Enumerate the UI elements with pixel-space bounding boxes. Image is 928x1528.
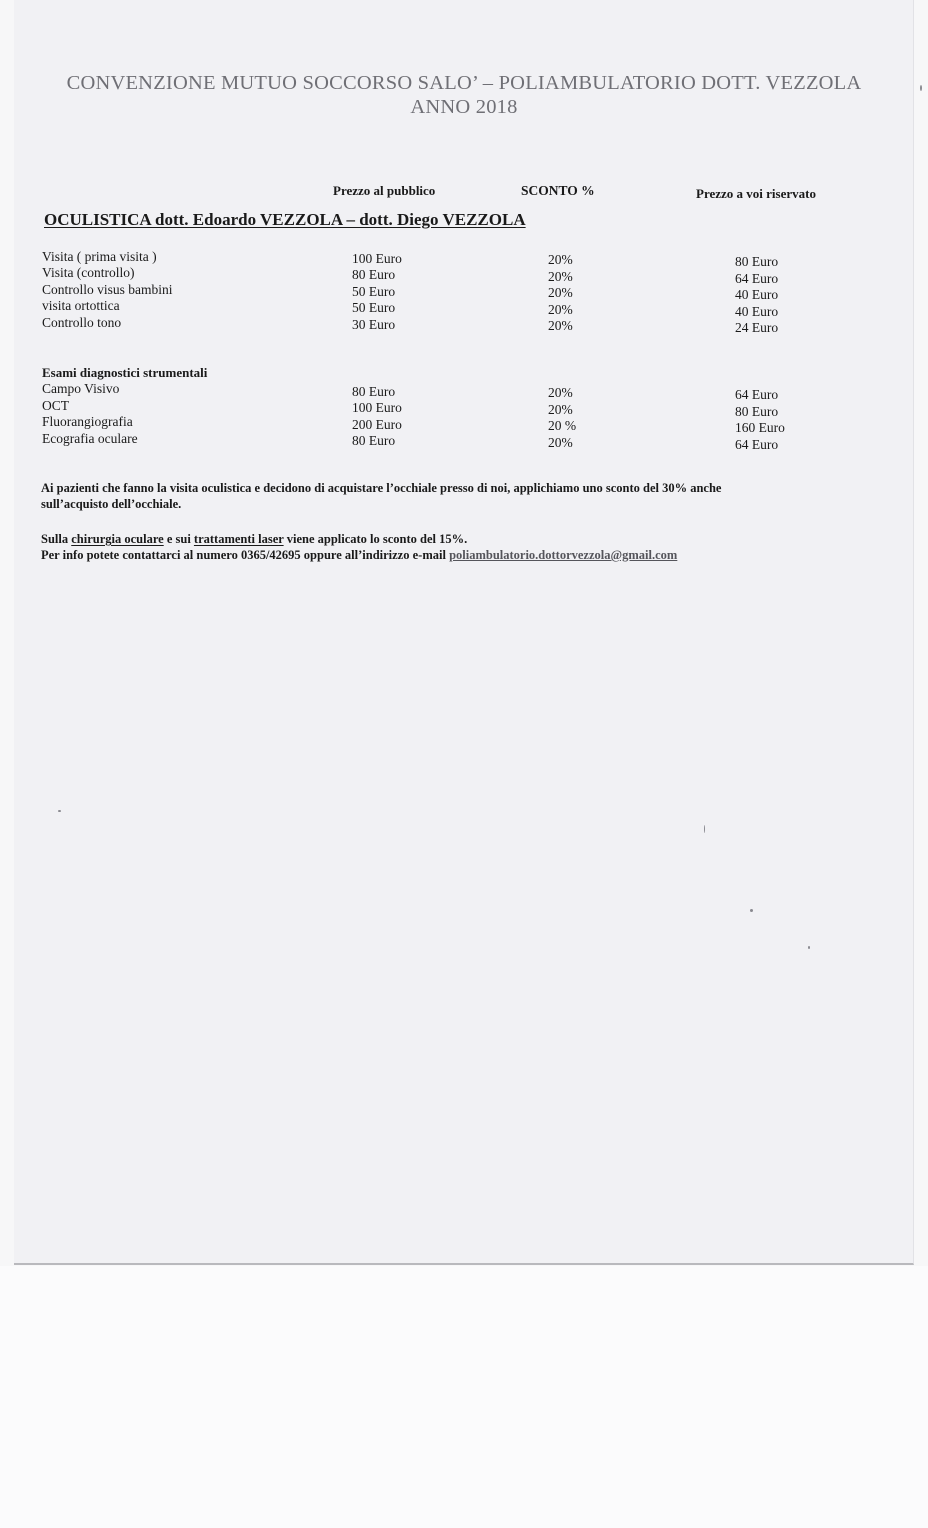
note-contact xyxy=(41,548,677,563)
row-reserved-price: 40 Euro xyxy=(735,287,779,302)
note-surgery-link-chirurgia: chirurgia oculare xyxy=(71,532,164,546)
row-public-price: 100 Euro xyxy=(352,251,402,266)
note-surgery-link-laser: trattamenti laser xyxy=(193,532,284,546)
column-header-reserved-price: Prezzo a voi riservato xyxy=(696,186,816,201)
row-name: Controllo visus bambini xyxy=(42,282,173,297)
row-reserved-price: 24 Euro xyxy=(735,320,779,335)
contact-email-link[interactable]: poliambulatorio.dottorvezzola@gmail.com xyxy=(449,548,678,562)
scan-speck xyxy=(920,85,922,91)
note-glasses-discount-cont: sull’acquisto dell’occhiale. xyxy=(41,497,182,511)
row-public-price: 80 Euro xyxy=(352,267,396,282)
section-title-ophthalmology: OCULISTICA dott. Edoardo VEZZOLA – dott. Diego VEZZOLA xyxy=(44,210,526,229)
row-discount: 20% xyxy=(548,285,573,300)
row-reserved-price: 80 Euro xyxy=(735,404,779,419)
row-name: Visita ( prima visita ) xyxy=(42,249,157,264)
section-title-diagnostics: Esami diagnostici strumentali xyxy=(42,365,208,380)
row-discount: 20 % xyxy=(548,418,577,433)
note-surgery-suffix: viene applicato lo sconto del 15%. xyxy=(283,532,468,546)
row-public-price: 80 Euro xyxy=(352,384,396,399)
row-public-price: 50 Euro xyxy=(352,300,396,315)
note-surgery-mid: e sui xyxy=(163,532,194,546)
row-name: Controllo tono xyxy=(42,315,122,330)
row-discount: 20% xyxy=(548,252,573,267)
document-year: ANNO 2018 xyxy=(410,96,518,118)
column-header-public-price: Prezzo al pubblico xyxy=(333,183,436,198)
row-name: Ecografia oculare xyxy=(42,431,138,446)
row-discount: 20% xyxy=(548,435,573,450)
note-surgery-discount xyxy=(41,532,467,547)
row-reserved-price: 64 Euro xyxy=(735,271,779,286)
row-discount: 20% xyxy=(548,269,573,284)
scan-speck xyxy=(58,810,61,812)
row-public-price: 100 Euro xyxy=(352,400,402,415)
row-public-price: 30 Euro xyxy=(352,317,396,332)
row-discount: 20% xyxy=(548,318,573,333)
scan-speck xyxy=(704,825,705,833)
row-public-price: 200 Euro xyxy=(352,417,402,432)
page-background xyxy=(0,1266,928,1528)
row-reserved-price: 40 Euro xyxy=(735,304,779,319)
row-name: Fluorangiografia xyxy=(42,414,133,429)
document-title: CONVENZIONE MUTUO SOCCORSO SALO’ – POLIAMBULATORIO DOTT. VEZZOLA xyxy=(66,72,862,94)
row-reserved-price: 64 Euro xyxy=(735,387,779,402)
row-discount: 20% xyxy=(548,385,573,400)
row-name: Visita (controllo) xyxy=(42,265,135,280)
row-name: OCT xyxy=(42,398,69,413)
row-name: Campo Visivo xyxy=(42,381,120,396)
note-glasses-discount: Ai pazienti che fanno la visita oculistica e decidono di acquistare l’occhiale presso di noi, applichiamo uno sconto del 30% anche xyxy=(41,481,722,495)
row-name: visita ortottica xyxy=(42,298,120,313)
row-reserved-price: 64 Euro xyxy=(735,437,779,452)
column-header-discount: SCONTO % xyxy=(521,183,595,198)
scan-speck xyxy=(808,946,810,949)
row-discount: 20% xyxy=(548,302,573,317)
note-surgery-prefix: Sulla xyxy=(41,532,72,546)
row-public-price: 50 Euro xyxy=(352,284,396,299)
row-public-price: 80 Euro xyxy=(352,433,396,448)
note-contact-text: Per info potete contattarci al numero 0365/42695 oppure all’indirizzo e-mail xyxy=(41,548,450,562)
scan-speck xyxy=(750,909,753,912)
row-discount: 20% xyxy=(548,402,573,417)
row-reserved-price: 80 Euro xyxy=(735,254,779,269)
row-reserved-price: 160 Euro xyxy=(735,420,785,435)
